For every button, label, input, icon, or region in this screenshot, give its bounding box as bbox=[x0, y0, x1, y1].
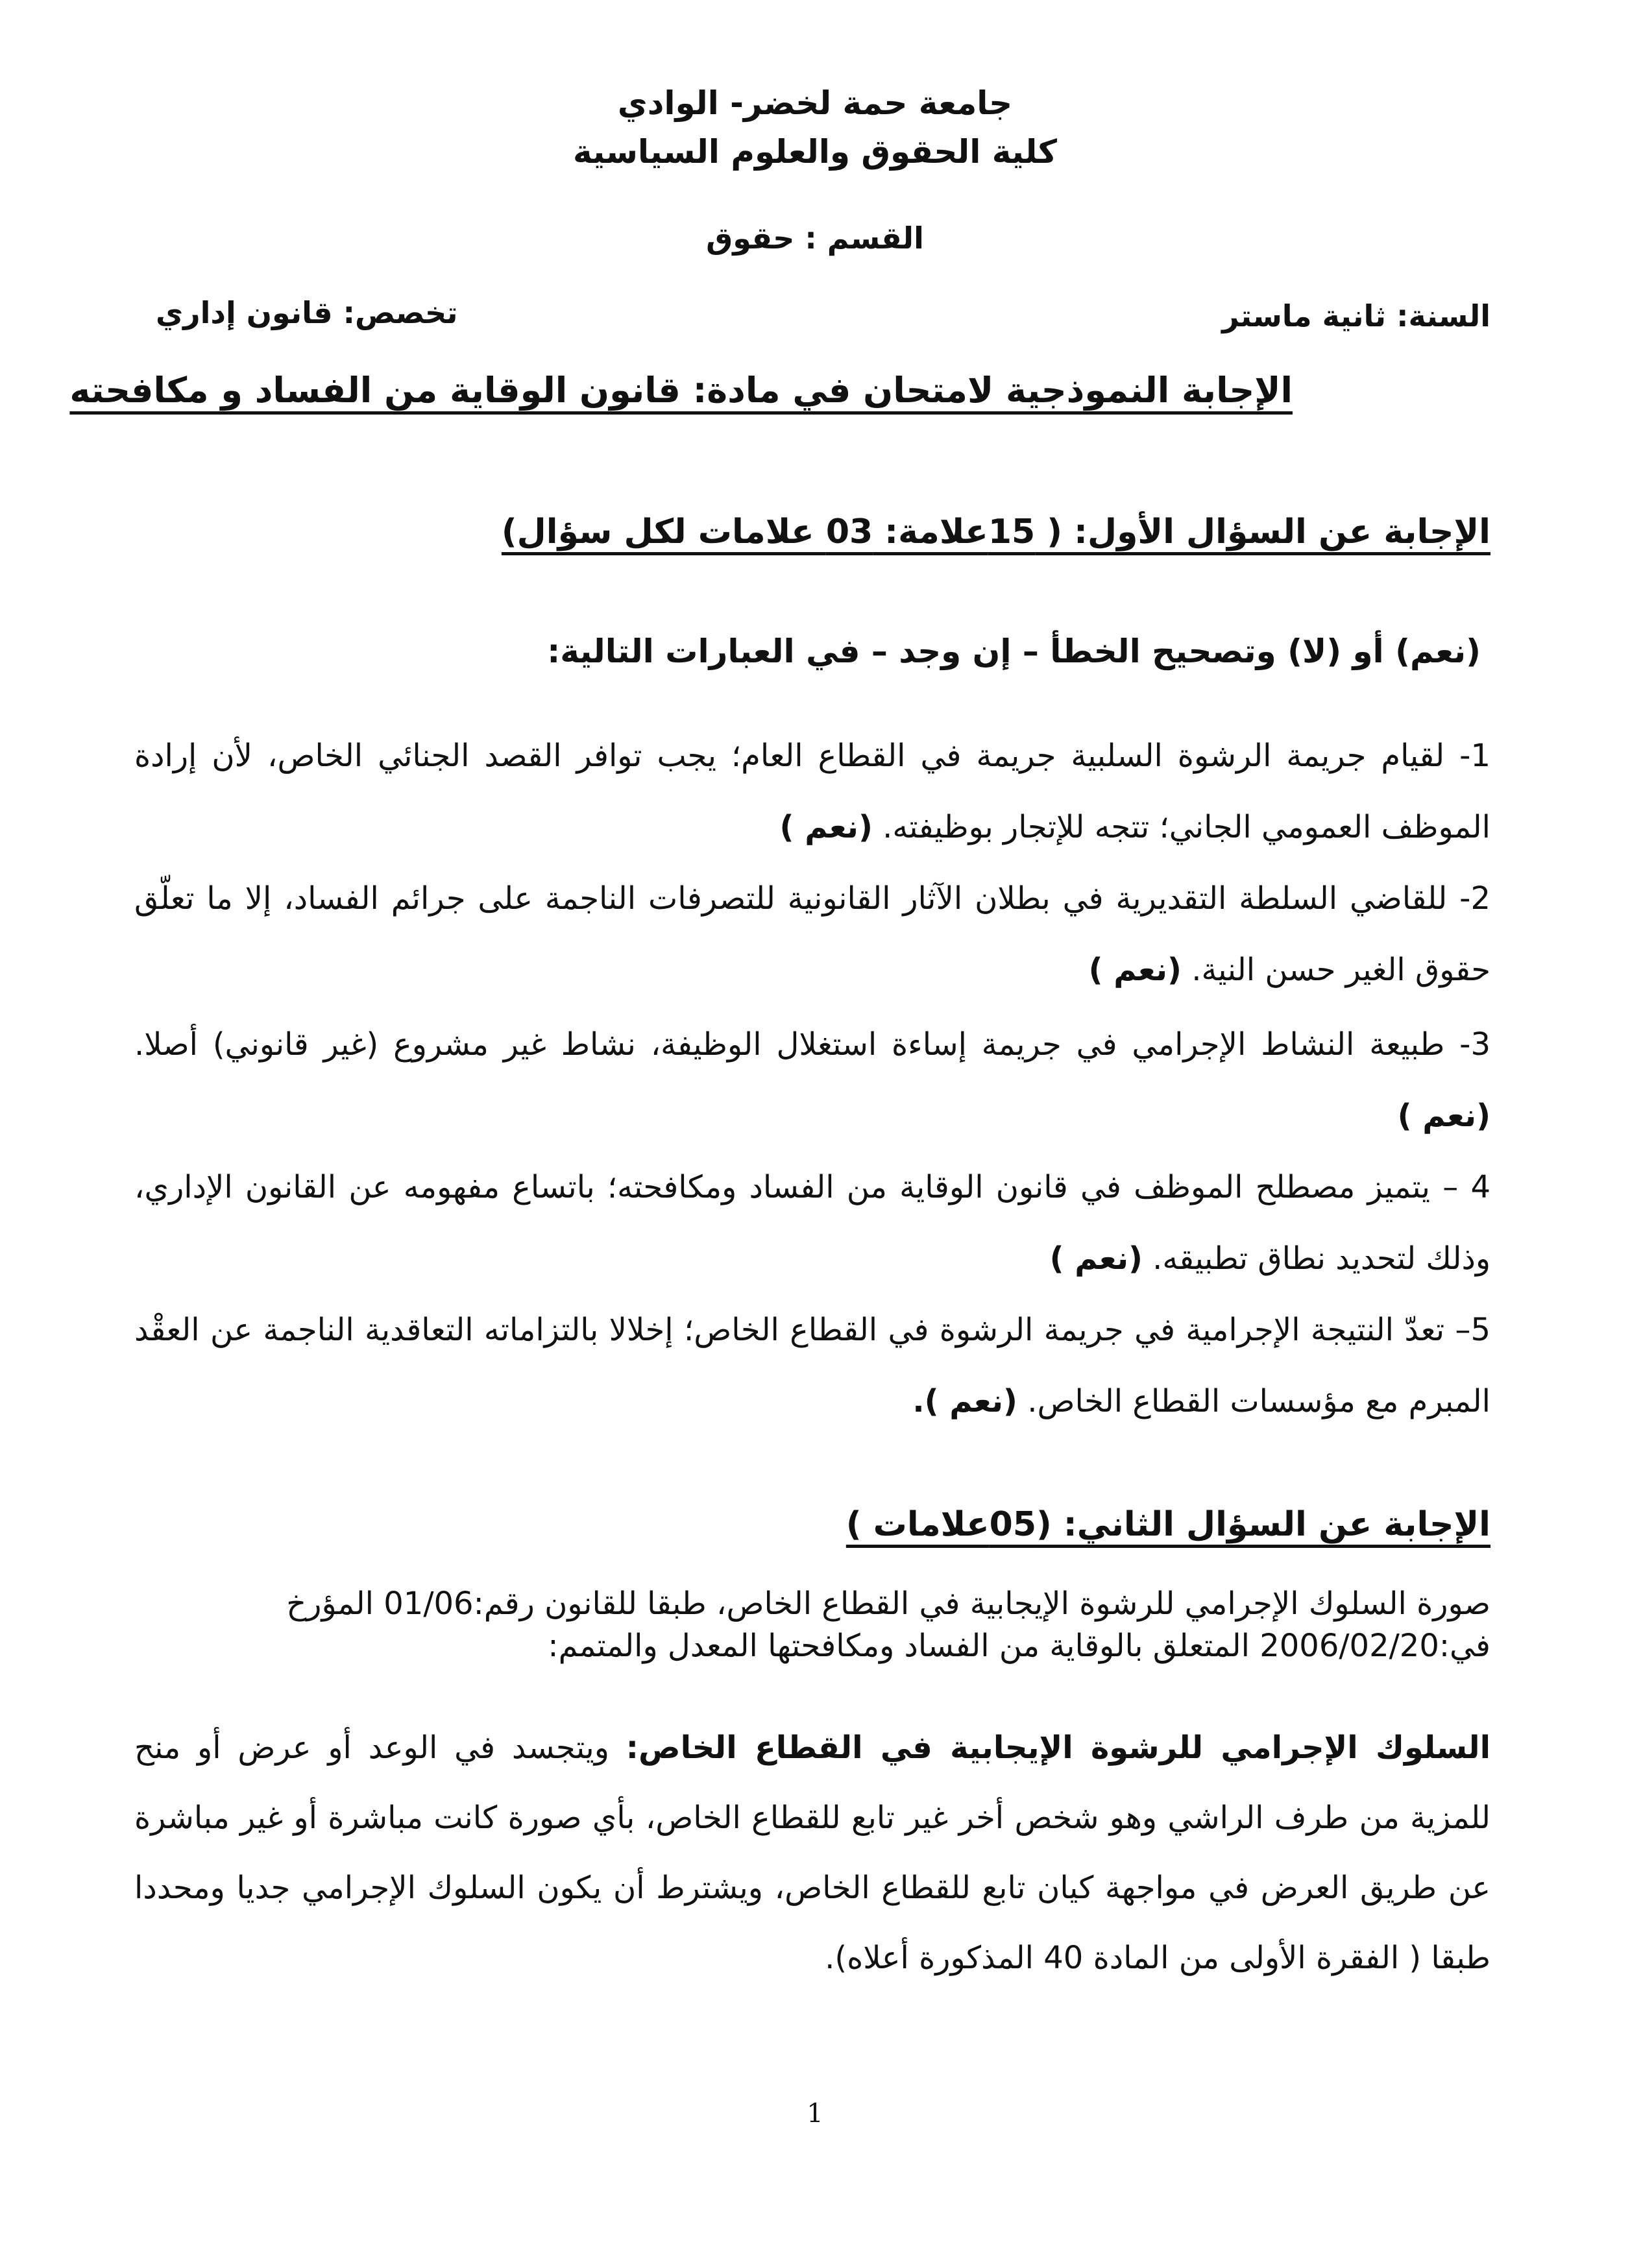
item-number: 3- bbox=[1459, 1026, 1491, 1063]
specialty-label: تخصص: قانون إداري bbox=[156, 295, 458, 330]
item-answer: (نعم ) bbox=[1088, 952, 1182, 988]
item-number: 4 – bbox=[1442, 1169, 1490, 1205]
document-title: الإجابة النموذجية لامتحان في مادة: قانون الوقاية من الفساد و مكافحته bbox=[69, 370, 1293, 411]
item-text: لقيام جريمة الرشوة السلبية جريمة في القطاع العام؛ يجب توافر القصد الجنائي الخاص، لأن إرادة الموظف العمومي الجاني؛ تتجه للإتجار بوظيفته. bbox=[134, 738, 1490, 845]
question1-item-4 bbox=[134, 1152, 1490, 1294]
academic-year: السنة: ثانية ماستر bbox=[1222, 298, 1490, 333]
item-number: 5– bbox=[1455, 1312, 1490, 1348]
university-name: جامعة حمة لخضر- الوادي bbox=[617, 84, 1013, 122]
question2-heading: الإجابة عن السؤال الثاني: (05علامات ) bbox=[845, 1505, 1490, 1544]
item-text: للقاضي السلطة التقديرية في بطلان الآثار القانونية للتصرفات الناجمة على جرائم الفساد، إلا ما تعلّق حقوق الغير حسن النية. bbox=[134, 880, 1490, 988]
item-answer: (نعم ). bbox=[912, 1383, 1017, 1419]
item-text: تعدّ النتيجة الإجرامية في جريمة الرشوة في القطاع الخاص؛ إخلالا بالتزاماته التعاقدية الناجمة عن العقْد المبرم مع مؤسسات القطاع الخاص. bbox=[134, 1312, 1490, 1419]
item-number: 1- bbox=[1459, 738, 1491, 774]
question2-body-text: ويتجسد في الوعد أو عرض أو منح للمزية من طرف الراشي وهو شخص أخر غير تابع للقطاع الخاص، بأي صورة كانت مباشرة أو غير مباشرة عن طريق العرض في مواجهة كيان تابع للقطاع الخاص، ويشترط أن يكون السلوك الإجرامي جديا ومحددا طبقا ( الفقرة الأولى من المادة 40 المذكورة أعلاه). bbox=[134, 1730, 1490, 1976]
item-answer: (نعم ) bbox=[1397, 1098, 1490, 1134]
question2-intro: صورة السلوك الإجرامي للرشوة الإيجابية في القطاع الخاص، طبقا للقانون رقم:01/06 المؤرخ في:2006/02/20 المتعلق بالوقاية من الفساد ومكافحتها المعدل والمتمم: bbox=[286, 1586, 1490, 1664]
question1-item-5 bbox=[134, 1294, 1490, 1437]
item-text: يتميز مصطلح الموظف في قانون الوقاية من الفساد ومكافحته؛ باتساع مفهومه عن القانون الإداري، وذلك لتحديد نطاق تطبيقه. bbox=[134, 1169, 1490, 1277]
item-text: طبيعة النشاط الإجرامي في جريمة إساءة استغلال الوظيفة، نشاط غير مشروع (غير قانوني) أصلا. bbox=[134, 1026, 1445, 1063]
page-number: 1 bbox=[807, 2099, 823, 2129]
question2-body-label: السلوك الإجرامي للرشوة الإيجابية في القطاع الخاص: bbox=[626, 1730, 1491, 1766]
item-answer: (نعم ) bbox=[1049, 1240, 1143, 1277]
question2-body bbox=[134, 1713, 1490, 1993]
faculty-name: كلية الحقوق والعلوم السياسية bbox=[573, 133, 1057, 171]
question1-item-2 bbox=[134, 863, 1490, 1006]
item-answer: (نعم ) bbox=[779, 809, 873, 845]
question1-item-3 bbox=[134, 1009, 1490, 1152]
question1-instruction: (نعم) أو (لا) وتصحيح الخطأ – إن وجد – في العبارات التالية: bbox=[547, 633, 1481, 670]
department-label: القسم : حقوق bbox=[706, 221, 924, 256]
item-number: 2- bbox=[1459, 880, 1490, 917]
question1-item-1 bbox=[134, 720, 1490, 863]
question1-heading: الإجابة عن السؤال الأول: ( 15علامة: 03 علامات لكل سؤال) bbox=[501, 513, 1490, 551]
